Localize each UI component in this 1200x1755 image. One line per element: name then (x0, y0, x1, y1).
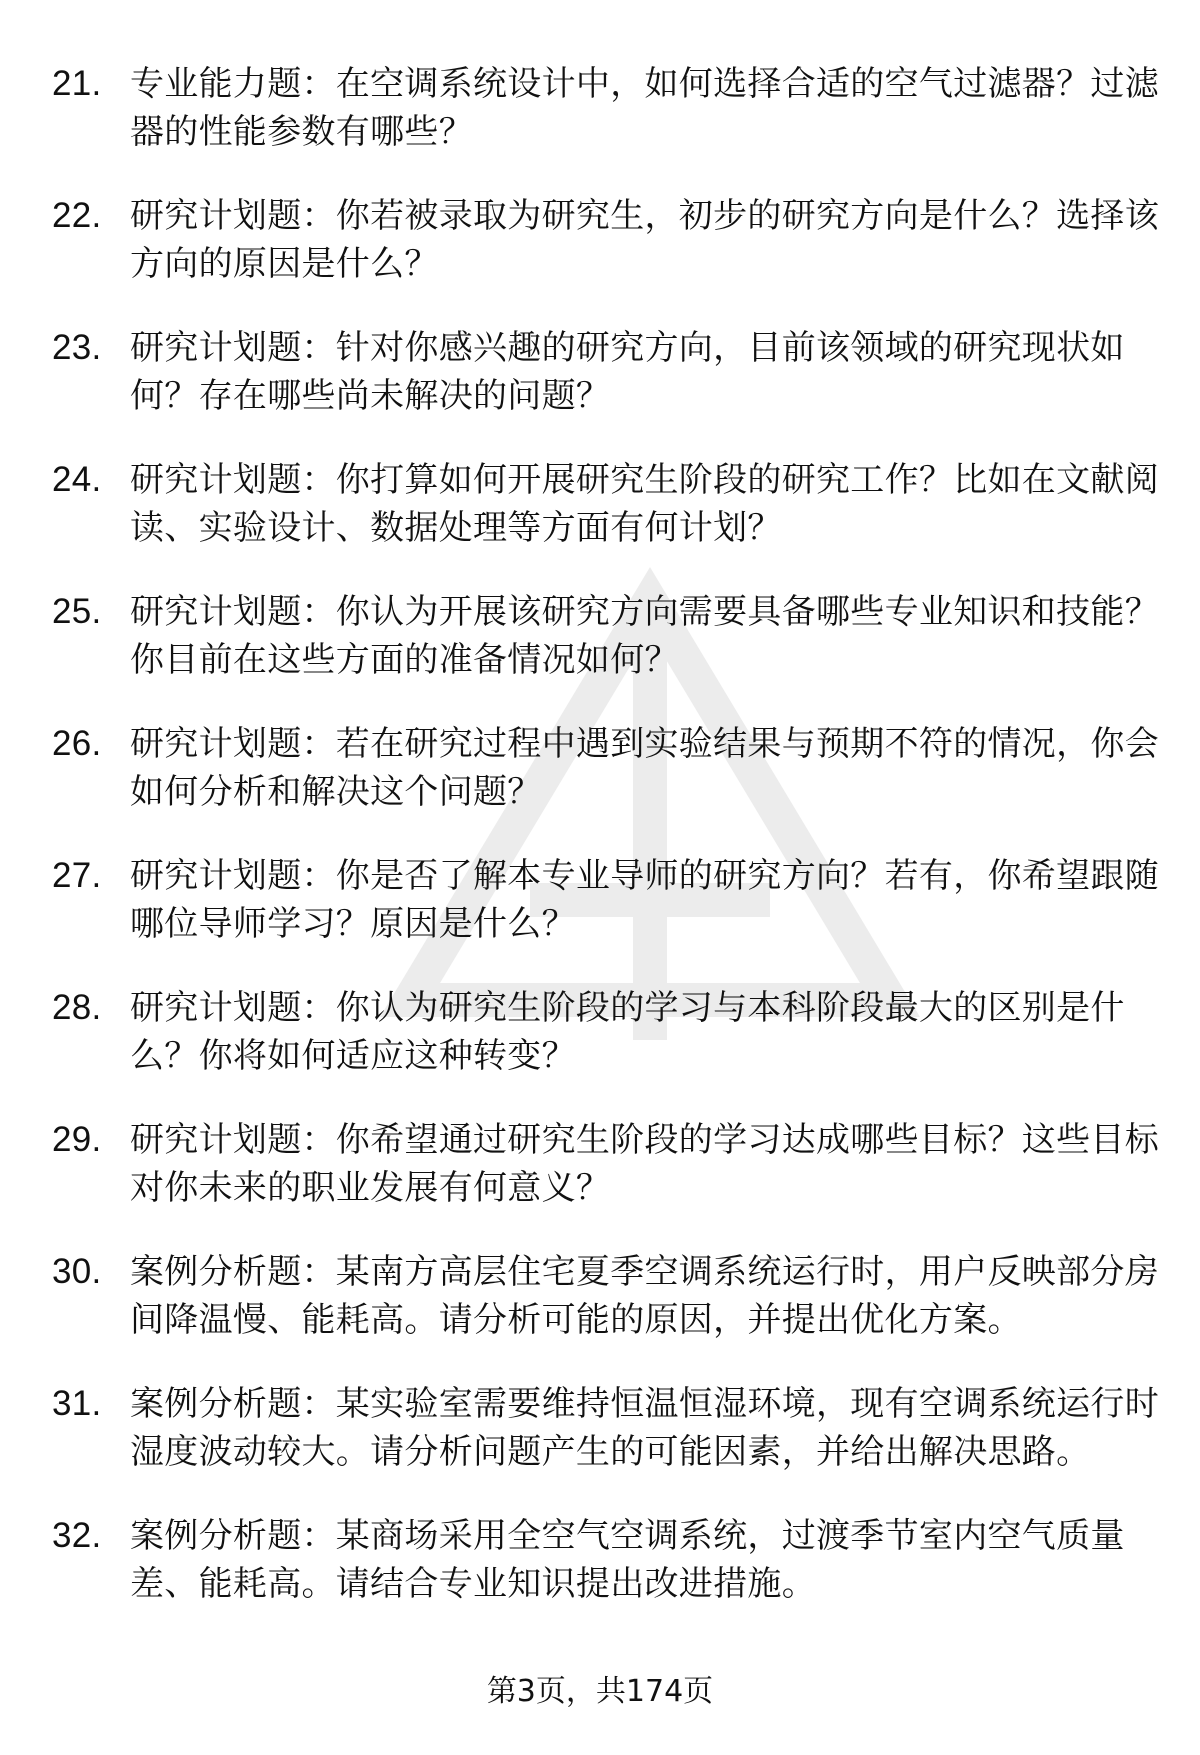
question-text: 研究计划题：你是否了解本专业导师的研究方向？若有，你希望跟随哪位导师学习？原因是什么？ (130, 856, 1159, 944)
question-item (52, 1512, 1162, 1608)
question-text: 专业能力题：在空调系统设计中，如何选择合适的空气过滤器？过滤器的性能参数有哪些？ (130, 64, 1159, 152)
question-item (52, 1248, 1162, 1344)
question-text: 案例分析题：某商场采用全空气空调系统，过渡季节室内空气质量差、能耗高。请结合专业知识提出改进措施。 (130, 1516, 1125, 1604)
question-item (52, 720, 1162, 816)
question-number: 28. (52, 988, 102, 1027)
question-item (52, 456, 1162, 552)
question-item (52, 984, 1162, 1080)
question-text: 研究计划题：你认为研究生阶段的学习与本科阶段最大的区别是什么？你将如何适应这种转变？ (130, 988, 1125, 1076)
question-text: 研究计划题：若在研究过程中遇到实验结果与预期不符的情况，你会如何分析和解决这个问题？ (130, 724, 1159, 812)
question-number: 22. (52, 196, 102, 235)
question-item (52, 324, 1162, 420)
question-number: 27. (52, 856, 102, 895)
question-number: 24. (52, 460, 102, 499)
question-text: 研究计划题：你若被录取为研究生，初步的研究方向是什么？选择该方向的原因是什么？ (130, 196, 1159, 284)
question-item (52, 1116, 1162, 1212)
question-text: 研究计划题：你打算如何开展研究生阶段的研究工作？比如在文献阅读、实验设计、数据处理等方面有何计划？ (130, 460, 1159, 548)
question-text: 研究计划题：你希望通过研究生阶段的学习达成哪些目标？这些目标对你未来的职业发展有何意义？ (130, 1120, 1159, 1208)
question-item (52, 60, 1162, 156)
question-text: 案例分析题：某南方高层住宅夏季空调系统运行时，用户反映部分房间降温慢、能耗高。请分析可能的原因，并提出优化方案。 (130, 1252, 1159, 1340)
question-text: 研究计划题：针对你感兴趣的研究方向，目前该领域的研究现状如何？存在哪些尚未解决的问题？ (130, 328, 1125, 416)
page-number-footer: 第3页，共174页 (486, 1674, 714, 1709)
question-number: 21. (52, 64, 102, 103)
question-number: 30. (52, 1252, 102, 1291)
question-text: 研究计划题：你认为开展该研究方向需要具备哪些专业知识和技能？你目前在这些方面的准备情况如何？ (130, 592, 1159, 680)
question-number: 32. (52, 1516, 102, 1555)
question-item (52, 852, 1162, 948)
question-item (52, 192, 1162, 288)
question-number: 31. (52, 1384, 102, 1423)
question-number: 26. (52, 724, 102, 763)
question-number: 25. (52, 592, 102, 631)
question-list (52, 60, 1162, 1644)
question-item (52, 588, 1162, 684)
question-number: 29. (52, 1120, 102, 1159)
question-item (52, 1380, 1162, 1476)
question-number: 23. (52, 328, 102, 367)
question-text: 案例分析题：某实验室需要维持恒温恒湿环境，现有空调系统运行时湿度波动较大。请分析问题产生的可能因素，并给出解决思路。 (130, 1384, 1159, 1472)
